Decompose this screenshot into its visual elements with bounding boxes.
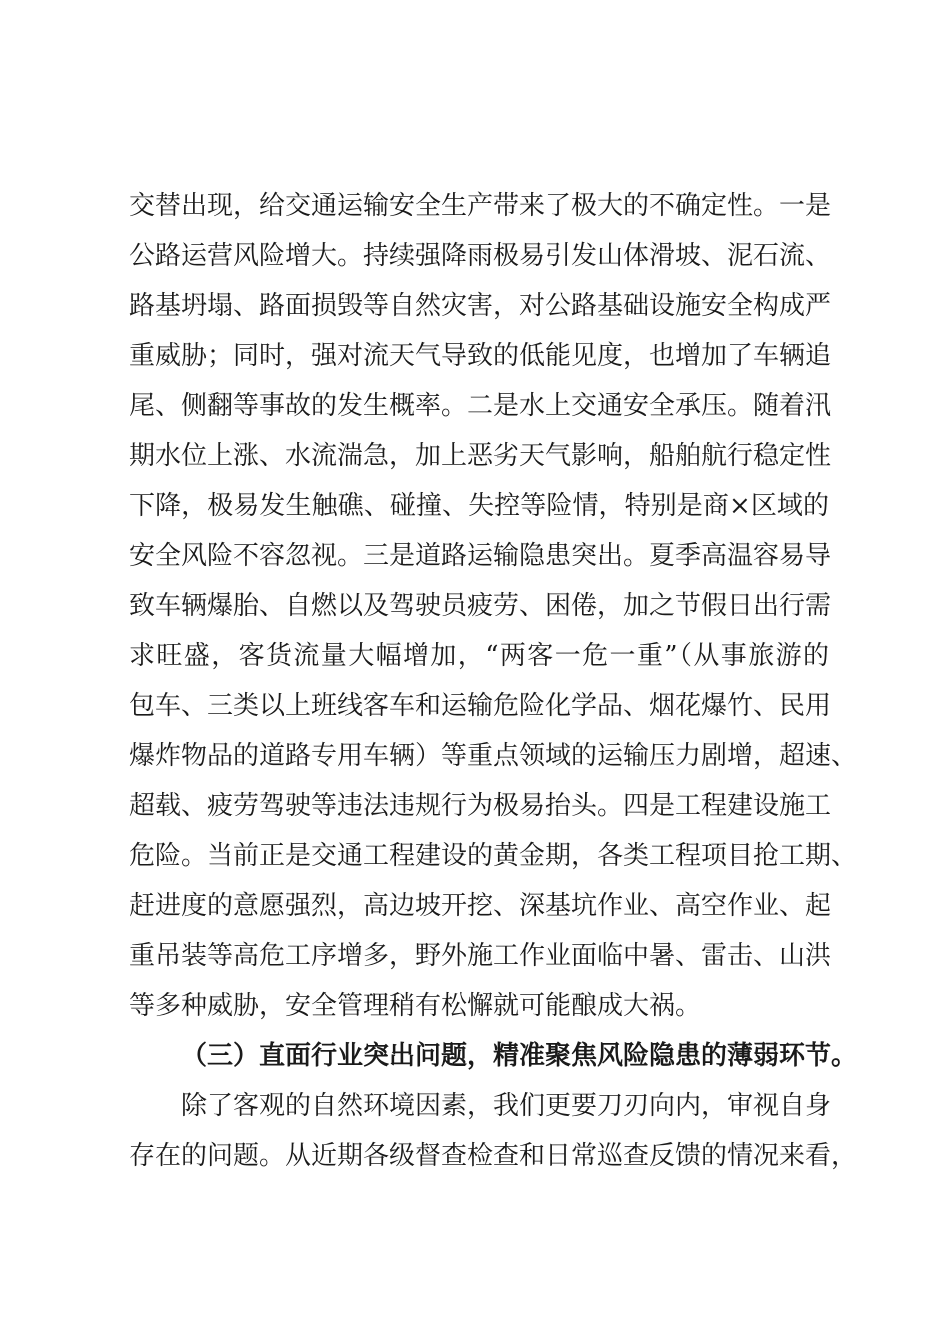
section-heading: （三）直面行业突出问题，精准聚焦风险隐患的薄弱环节。 (181, 1041, 858, 1071)
body-line: 存在的问题。从近期各级督查检查和日常巡查反馈的情况来看， (129, 1141, 858, 1171)
body-line: 爆炸物品的道路专用车辆）等重点领域的运输压力剧增，超速、 (129, 741, 858, 771)
body-line: 安全风险不容忽视。三是道路运输隐患突出。夏季高温容易导 (129, 541, 832, 571)
body-line: 危险。当前正是交通工程建设的黄金期，各类工程项目抢工期、 (129, 841, 858, 871)
body-line: 致车辆爆胎、自燃以及驾驶员疲劳、困倦，加之节假日出行需 (129, 591, 832, 621)
body-line: 赶进度的意愿强烈，高边坡开挖、深基坑作业、高空作业、起 (129, 891, 832, 921)
body-line: 交替出现，给交通运输安全生产带来了极大的不确定性。一是 (129, 191, 832, 221)
body-line: 期水位上涨、水流湍急，加上恶劣天气影响，船舶航行稳定性 (129, 441, 832, 471)
body-line: 重威胁；同时，强对流天气导致的低能见度，也增加了车辆追 (129, 341, 832, 371)
body-line: 下降，极易发生触礁、碰撞、失控等险情，特别是商×区域的 (129, 491, 829, 521)
body-line: 包车、三类以上班线客车和运输危险化学品、烟花爆竹、民用 (129, 691, 832, 721)
body-line: 公路运营风险增大。持续强降雨极易引发山体滑坡、泥石流、 (129, 241, 832, 271)
body-line: 重吊装等高危工序增多，野外施工作业面临中暑、雷击、山洪 (129, 941, 832, 971)
body-line: 路基坍塌、路面损毁等自然灾害，对公路基础设施安全构成严 (129, 291, 832, 321)
body-line: 除了客观的自然环境因素，我们更要刀刃向内，审视自身 (181, 1091, 832, 1121)
body-line: 尾、侧翻等事故的发生概率。二是水上交通安全承压。随着汛 (129, 391, 832, 421)
body-line: 超载、疲劳驾驶等违法违规行为极易抬头。四是工程建设施工 (129, 791, 832, 821)
body-line: 求旺盛，客货流量大幅增加，“两客一危一重”（从事旅游的 (129, 641, 829, 671)
body-line: 等多种威胁，安全管理稍有松懈就可能酿成大祸。 (129, 991, 702, 1021)
